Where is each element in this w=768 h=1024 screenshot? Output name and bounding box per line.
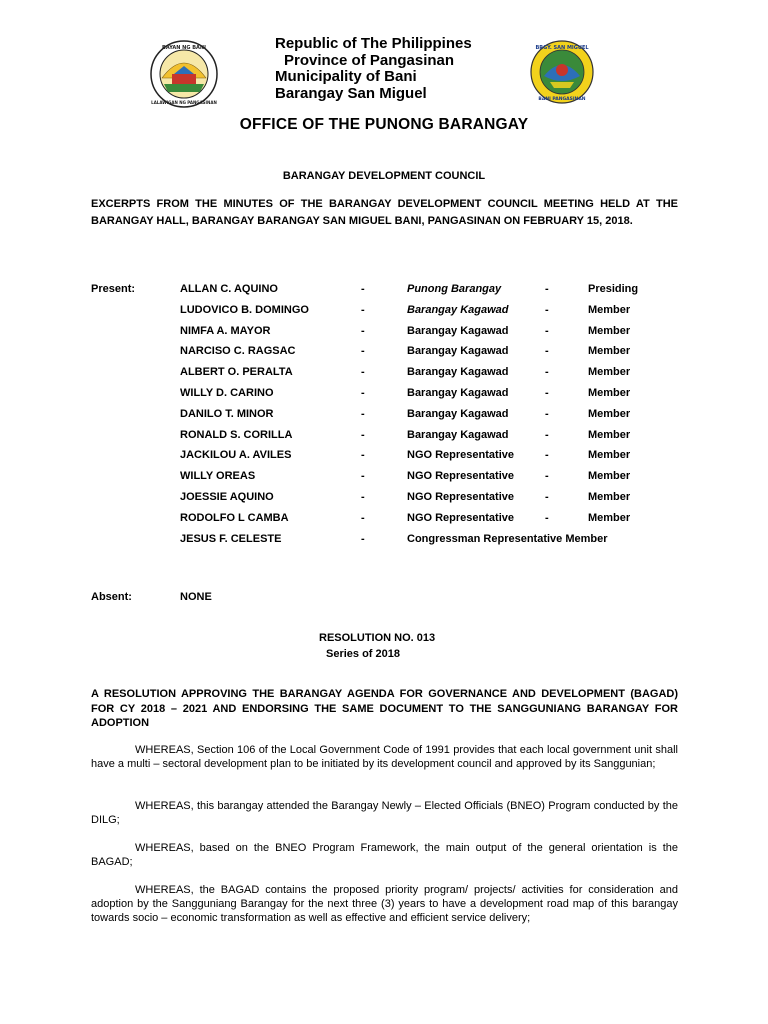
- attendee-row: [91, 304, 691, 325]
- attendee-position: NGO Representative: [407, 449, 514, 462]
- dash-separator: -: [361, 428, 365, 441]
- dash-separator: -: [545, 470, 549, 483]
- attendee-position: Congressman Representative Member: [407, 532, 608, 545]
- attendee-name: RONALD S. CORILLA: [180, 428, 293, 441]
- attendee-role: Member: [588, 407, 631, 420]
- dash-separator: -: [361, 532, 365, 545]
- attendee-name: RODOLFO L CAMBA: [180, 511, 289, 524]
- minutes-excerpt: EXCERPTS FROM THE MINUTES OF THE BARANGAY DEVELOPMENT COUNCIL MEETING HELD AT THE BARANGAY HALL, BARANGAY BARANGAY SAN MIGUEL BANI, PANGASINAN ON FEBRUARY 15, 2018.: [91, 198, 678, 227]
- attendee-position: Barangay Kagawad: [407, 345, 509, 358]
- attendee-role: Member: [588, 386, 631, 399]
- svg-text:BAYAN NG BANI: BAYAN NG BANI: [162, 45, 206, 51]
- council-title: BARANGAY DEVELOPMENT COUNCIL: [282, 170, 486, 182]
- letterhead-republic: Republic of The Philippines: [275, 35, 472, 52]
- dash-separator: -: [545, 449, 549, 462]
- attendee-name: JACKILOU A. AVILES: [180, 449, 292, 462]
- dash-separator: -: [545, 511, 549, 524]
- attendee-name: NIMFA A. MAYOR: [180, 324, 271, 337]
- attendee-name: JOESSIE AQUINO: [180, 490, 274, 503]
- attendee-role: Member: [588, 303, 631, 316]
- attendee-role: Member: [588, 449, 631, 462]
- attendance-list: [91, 283, 691, 553]
- attendee-row: [91, 366, 691, 387]
- barangay-san-miguel-seal-icon: [530, 40, 594, 104]
- attendee-row: [91, 470, 691, 491]
- whereas-clause: WHEREAS, the BAGAD contains the proposed priority program/ projects/ activities for consideration and adoption by the Sangguniang Barangay for the next three (3) years to have a development road map of this barangay towards socio – economic transformation as well as effective and efficient service delivery;: [91, 884, 678, 924]
- attendee-position: Barangay Kagawad: [407, 324, 509, 337]
- attendee-name: NARCISO C. RAGSAC: [180, 345, 296, 358]
- attendee-role: Member: [588, 345, 631, 358]
- dash-separator: -: [361, 324, 365, 337]
- letterhead-province: Province of Pangasinan: [284, 51, 455, 69]
- attendee-position: NGO Representative: [407, 511, 514, 524]
- attendee-name: JESUS F. CELESTE: [180, 532, 282, 545]
- attendee-row: [91, 387, 691, 408]
- attendee-row: [91, 449, 691, 470]
- dash-separator: -: [361, 449, 365, 462]
- dash-separator: -: [545, 303, 549, 316]
- attendee-name: LUDOVICO B. DOMINGO: [180, 303, 309, 316]
- dash-separator: -: [545, 490, 549, 503]
- bani-municipal-seal-icon: [150, 40, 218, 108]
- attendee-row: [91, 325, 691, 346]
- attendee-role: Member: [588, 366, 631, 379]
- attendee-role: Presiding: [588, 283, 639, 295]
- dash-separator: -: [545, 324, 549, 337]
- letterhead: [275, 36, 535, 102]
- svg-text:BANI PANGASINAN: BANI PANGASINAN: [538, 97, 586, 102]
- letterhead-municipality: Municipality of Bani: [275, 68, 417, 85]
- dash-separator: -: [361, 511, 365, 524]
- attendee-row: [91, 429, 691, 450]
- dash-separator: -: [361, 366, 365, 379]
- dash-separator: -: [361, 303, 365, 316]
- whereas-clause: WHEREAS, based on the BNEO Program Framework, the main output of the general orientation is the BAGAD;: [91, 842, 678, 868]
- attendee-position: Barangay Kagawad: [407, 407, 509, 420]
- dash-separator: -: [361, 283, 365, 295]
- resolution-number: RESOLUTION NO. 013: [319, 632, 436, 644]
- attendee-name: ALBERT O. PERALTA: [180, 366, 293, 379]
- attendee-row: [91, 408, 691, 429]
- dash-separator: -: [545, 345, 549, 358]
- office-title: OFFICE OF THE PUNONG BARANGAY: [239, 116, 529, 133]
- dash-separator: -: [361, 490, 365, 503]
- attendee-row: [91, 345, 691, 366]
- letterhead-barangay: Barangay San Miguel: [275, 84, 427, 102]
- whereas-clause: WHEREAS, this barangay attended the Barangay Newly – Elected Officials (BNEO) Program conducted by the DILG;: [91, 800, 678, 826]
- attendee-row: [91, 512, 691, 533]
- attendee-position: Barangay Kagawad: [407, 428, 509, 441]
- attendee-position: Barangay Kagawad: [407, 303, 509, 316]
- dash-separator: -: [361, 345, 365, 358]
- dash-separator: -: [545, 386, 549, 399]
- attendee-name: ALLAN C. AQUINO: [180, 283, 278, 295]
- whereas-clause: WHEREAS, Section 106 of the Local Government Code of 1991 provides that each local government unit shall have a multi – sectoral development plan to be initiated by its development council and approved by its Sanggunian;: [91, 744, 678, 770]
- attendee-position: Punong Barangay: [407, 283, 502, 295]
- absent-label: Absent:: [91, 591, 132, 603]
- attendee-row: [91, 533, 691, 554]
- dash-separator: -: [545, 407, 549, 420]
- dash-separator: -: [545, 366, 549, 379]
- attendee-name: WILLY D. CARINO: [180, 386, 274, 399]
- attendee-row: [91, 491, 691, 512]
- attendee-role: Member: [588, 470, 631, 483]
- attendee-position: NGO Representative: [407, 470, 514, 483]
- dash-separator: -: [361, 407, 365, 420]
- present-label: Present:: [91, 283, 136, 295]
- dash-separator: -: [545, 428, 549, 441]
- attendee-position: Barangay Kagawad: [407, 366, 509, 379]
- attendee-role: Member: [588, 511, 631, 524]
- attendee-name: WILLY OREAS: [180, 470, 256, 483]
- attendee-position: Barangay Kagawad: [407, 386, 509, 399]
- dash-separator: -: [361, 470, 365, 483]
- attendee-row: [91, 283, 691, 304]
- dash-separator: -: [545, 283, 549, 295]
- attendee-role: Member: [588, 490, 631, 503]
- attendee-position: NGO Representative: [407, 490, 514, 503]
- svg-text:BRGY. SAN MIGUEL: BRGY. SAN MIGUEL: [535, 45, 589, 51]
- attendee-name: DANILO T. MINOR: [180, 407, 274, 420]
- resolution-series: Series of 2018: [326, 648, 400, 660]
- svg-text:LALAWIGAN NG PANGASINAN: LALAWIGAN NG PANGASINAN: [151, 100, 217, 105]
- absent-value: NONE: [180, 591, 212, 603]
- dash-separator: -: [361, 386, 365, 399]
- resolution-title: A RESOLUTION APPROVING THE BARANGAY AGENDA FOR GOVERNANCE AND DEVELOPMENT (BAGAD) FOR CY 2018 – 2021 AND ENDORSING THE SAME DOCUMENT TO THE SANGGUNIANG BARANGAY FOR ADOPTION: [91, 688, 678, 729]
- attendee-role: Member: [588, 324, 631, 337]
- attendee-role: Member: [588, 428, 631, 441]
